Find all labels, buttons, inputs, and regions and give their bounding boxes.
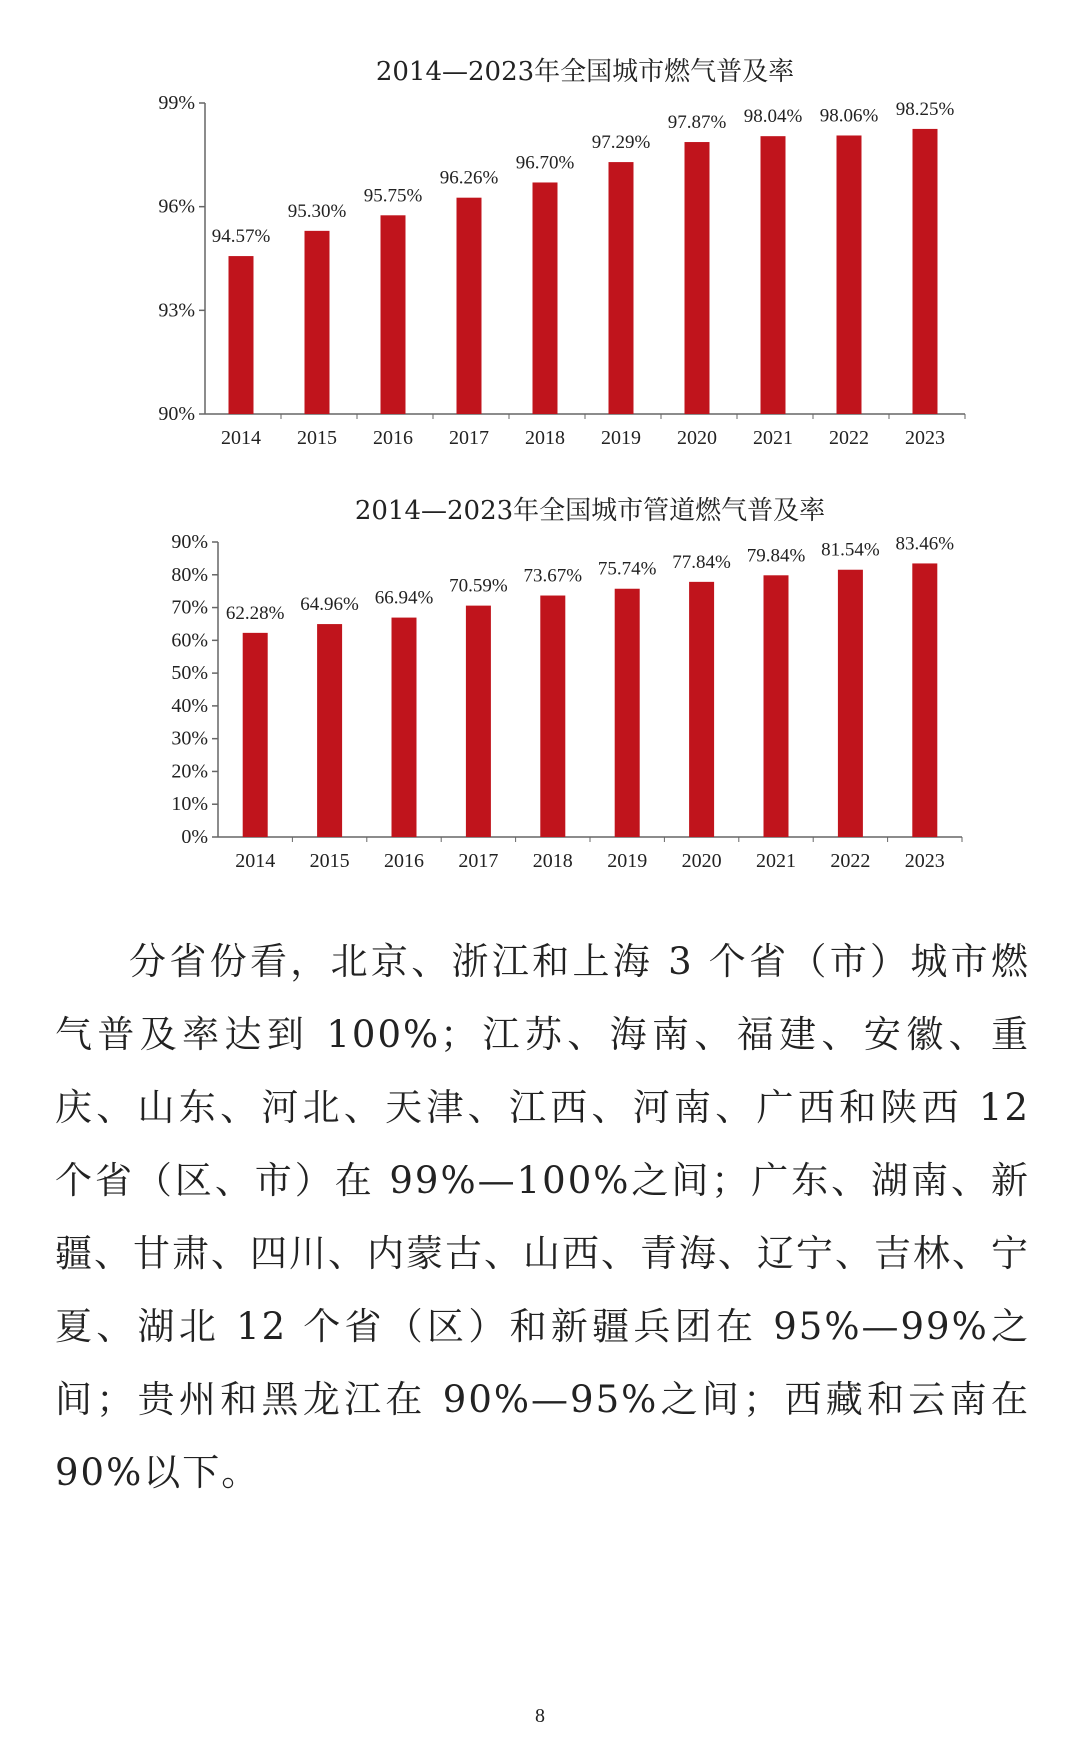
y-tick-label: 50% (171, 662, 208, 685)
bar (381, 215, 406, 414)
y-tick-label: 96% (158, 195, 195, 218)
y-tick-label: 60% (171, 629, 208, 652)
data-label: 73.67% (523, 565, 583, 587)
x-tick-label: 2020 (677, 427, 717, 449)
y-tick-label: 93% (158, 299, 195, 322)
y-tick-label: 70% (171, 596, 208, 619)
bar (305, 231, 330, 414)
x-tick-label: 2016 (373, 427, 413, 449)
data-label: 97.87% (667, 112, 727, 134)
page-number: 8 (535, 1705, 545, 1727)
x-tick-label: 2018 (525, 427, 565, 449)
bar (837, 135, 862, 414)
x-tick-label: 2021 (753, 427, 793, 449)
chart-title: 2014—2023年全国城市管道燃气普及率 (354, 496, 826, 526)
data-label: 97.29% (591, 132, 651, 154)
data-label: 94.57% (211, 226, 271, 248)
x-tick-label: 2022 (830, 850, 871, 872)
x-tick-label: 2022 (829, 427, 869, 449)
data-label: 95.75% (363, 185, 423, 207)
y-tick-label: 90% (158, 403, 195, 425)
x-tick-label: 2023 (905, 427, 945, 449)
y-tick-label: 0% (181, 826, 208, 848)
bar (761, 136, 786, 414)
y-tick-label: 10% (171, 793, 208, 816)
bar (243, 633, 268, 837)
x-tick-label: 2015 (297, 427, 337, 449)
data-label: 75.74% (597, 558, 657, 580)
x-tick-label: 2023 (904, 850, 945, 872)
pipeline-gas-penetration-chart-svg (0, 495, 1080, 895)
y-tick-label: 20% (171, 760, 208, 783)
data-label: 66.94% (374, 587, 434, 609)
bar (913, 129, 938, 414)
bar (685, 142, 710, 414)
x-tick-label: 2018 (532, 850, 573, 872)
data-label: 62.28% (225, 602, 285, 624)
y-tick-label: 40% (171, 694, 208, 717)
x-tick-label: 2016 (384, 850, 424, 872)
bar (838, 570, 863, 837)
data-label: 98.25% (895, 98, 955, 120)
y-tick-label: 80% (171, 563, 208, 586)
bar (457, 198, 482, 414)
y-tick-label: 30% (171, 727, 208, 750)
data-label: 96.26% (439, 167, 499, 189)
bar (466, 606, 491, 837)
x-tick-label: 2020 (681, 850, 722, 872)
data-label: 98.04% (743, 106, 803, 128)
x-tick-label: 2017 (449, 427, 489, 449)
data-label: 96.70% (515, 152, 575, 174)
y-tick-label: 99% (158, 92, 195, 114)
x-tick-label: 2019 (607, 850, 648, 872)
bar (392, 618, 417, 837)
x-tick-label: 2021 (756, 850, 796, 872)
bar (689, 582, 714, 837)
bar (764, 575, 789, 837)
data-label: 95.30% (287, 200, 347, 222)
bar (533, 182, 558, 414)
y-tick-label: 90% (171, 531, 208, 553)
x-tick-label: 2015 (309, 850, 350, 872)
data-label: 70.59% (449, 575, 508, 597)
data-label: 77.84% (672, 551, 731, 573)
gas-penetration-chart-svg (0, 50, 1080, 470)
bar (317, 624, 342, 837)
body-paragraph: 分省份看，北京、浙江和上海 3 个省（市）城市燃气普及率达到 100%；江苏、海南、福建、安徽、重庆、山东、河北、天津、江西、河南、广西和陕西 12 个省（区、市）在 99%—100%之间；广东、湖南、新疆、甘肃、四川、内蒙古、山西、青海、辽宁、吉林、宁夏、湖北 12 个省（区）和新疆兵团在 95%—99%之间；贵州和黑龙江在 90%—95%之间；西藏和云南在 90%以下。 (55, 940, 1030, 1494)
x-tick-label: 2019 (601, 427, 641, 449)
data-label: 81.54% (821, 539, 880, 561)
x-tick-label: 2014 (221, 427, 261, 449)
bar (912, 563, 937, 837)
data-label: 98.06% (819, 105, 879, 127)
data-label: 64.96% (300, 594, 359, 616)
bar (609, 162, 634, 414)
x-tick-label: 2017 (458, 850, 499, 872)
bar (229, 256, 254, 414)
x-tick-label: 2014 (235, 850, 276, 872)
bar (615, 589, 640, 837)
pipeline-gas-penetration-chart (0, 495, 1080, 895)
data-label: 79.84% (746, 545, 806, 567)
data-label: 83.46% (895, 533, 955, 555)
bar (540, 596, 565, 837)
chart-title: 2014—2023年全国城市燃气普及率 (375, 57, 795, 87)
gas-penetration-chart (0, 50, 1080, 470)
